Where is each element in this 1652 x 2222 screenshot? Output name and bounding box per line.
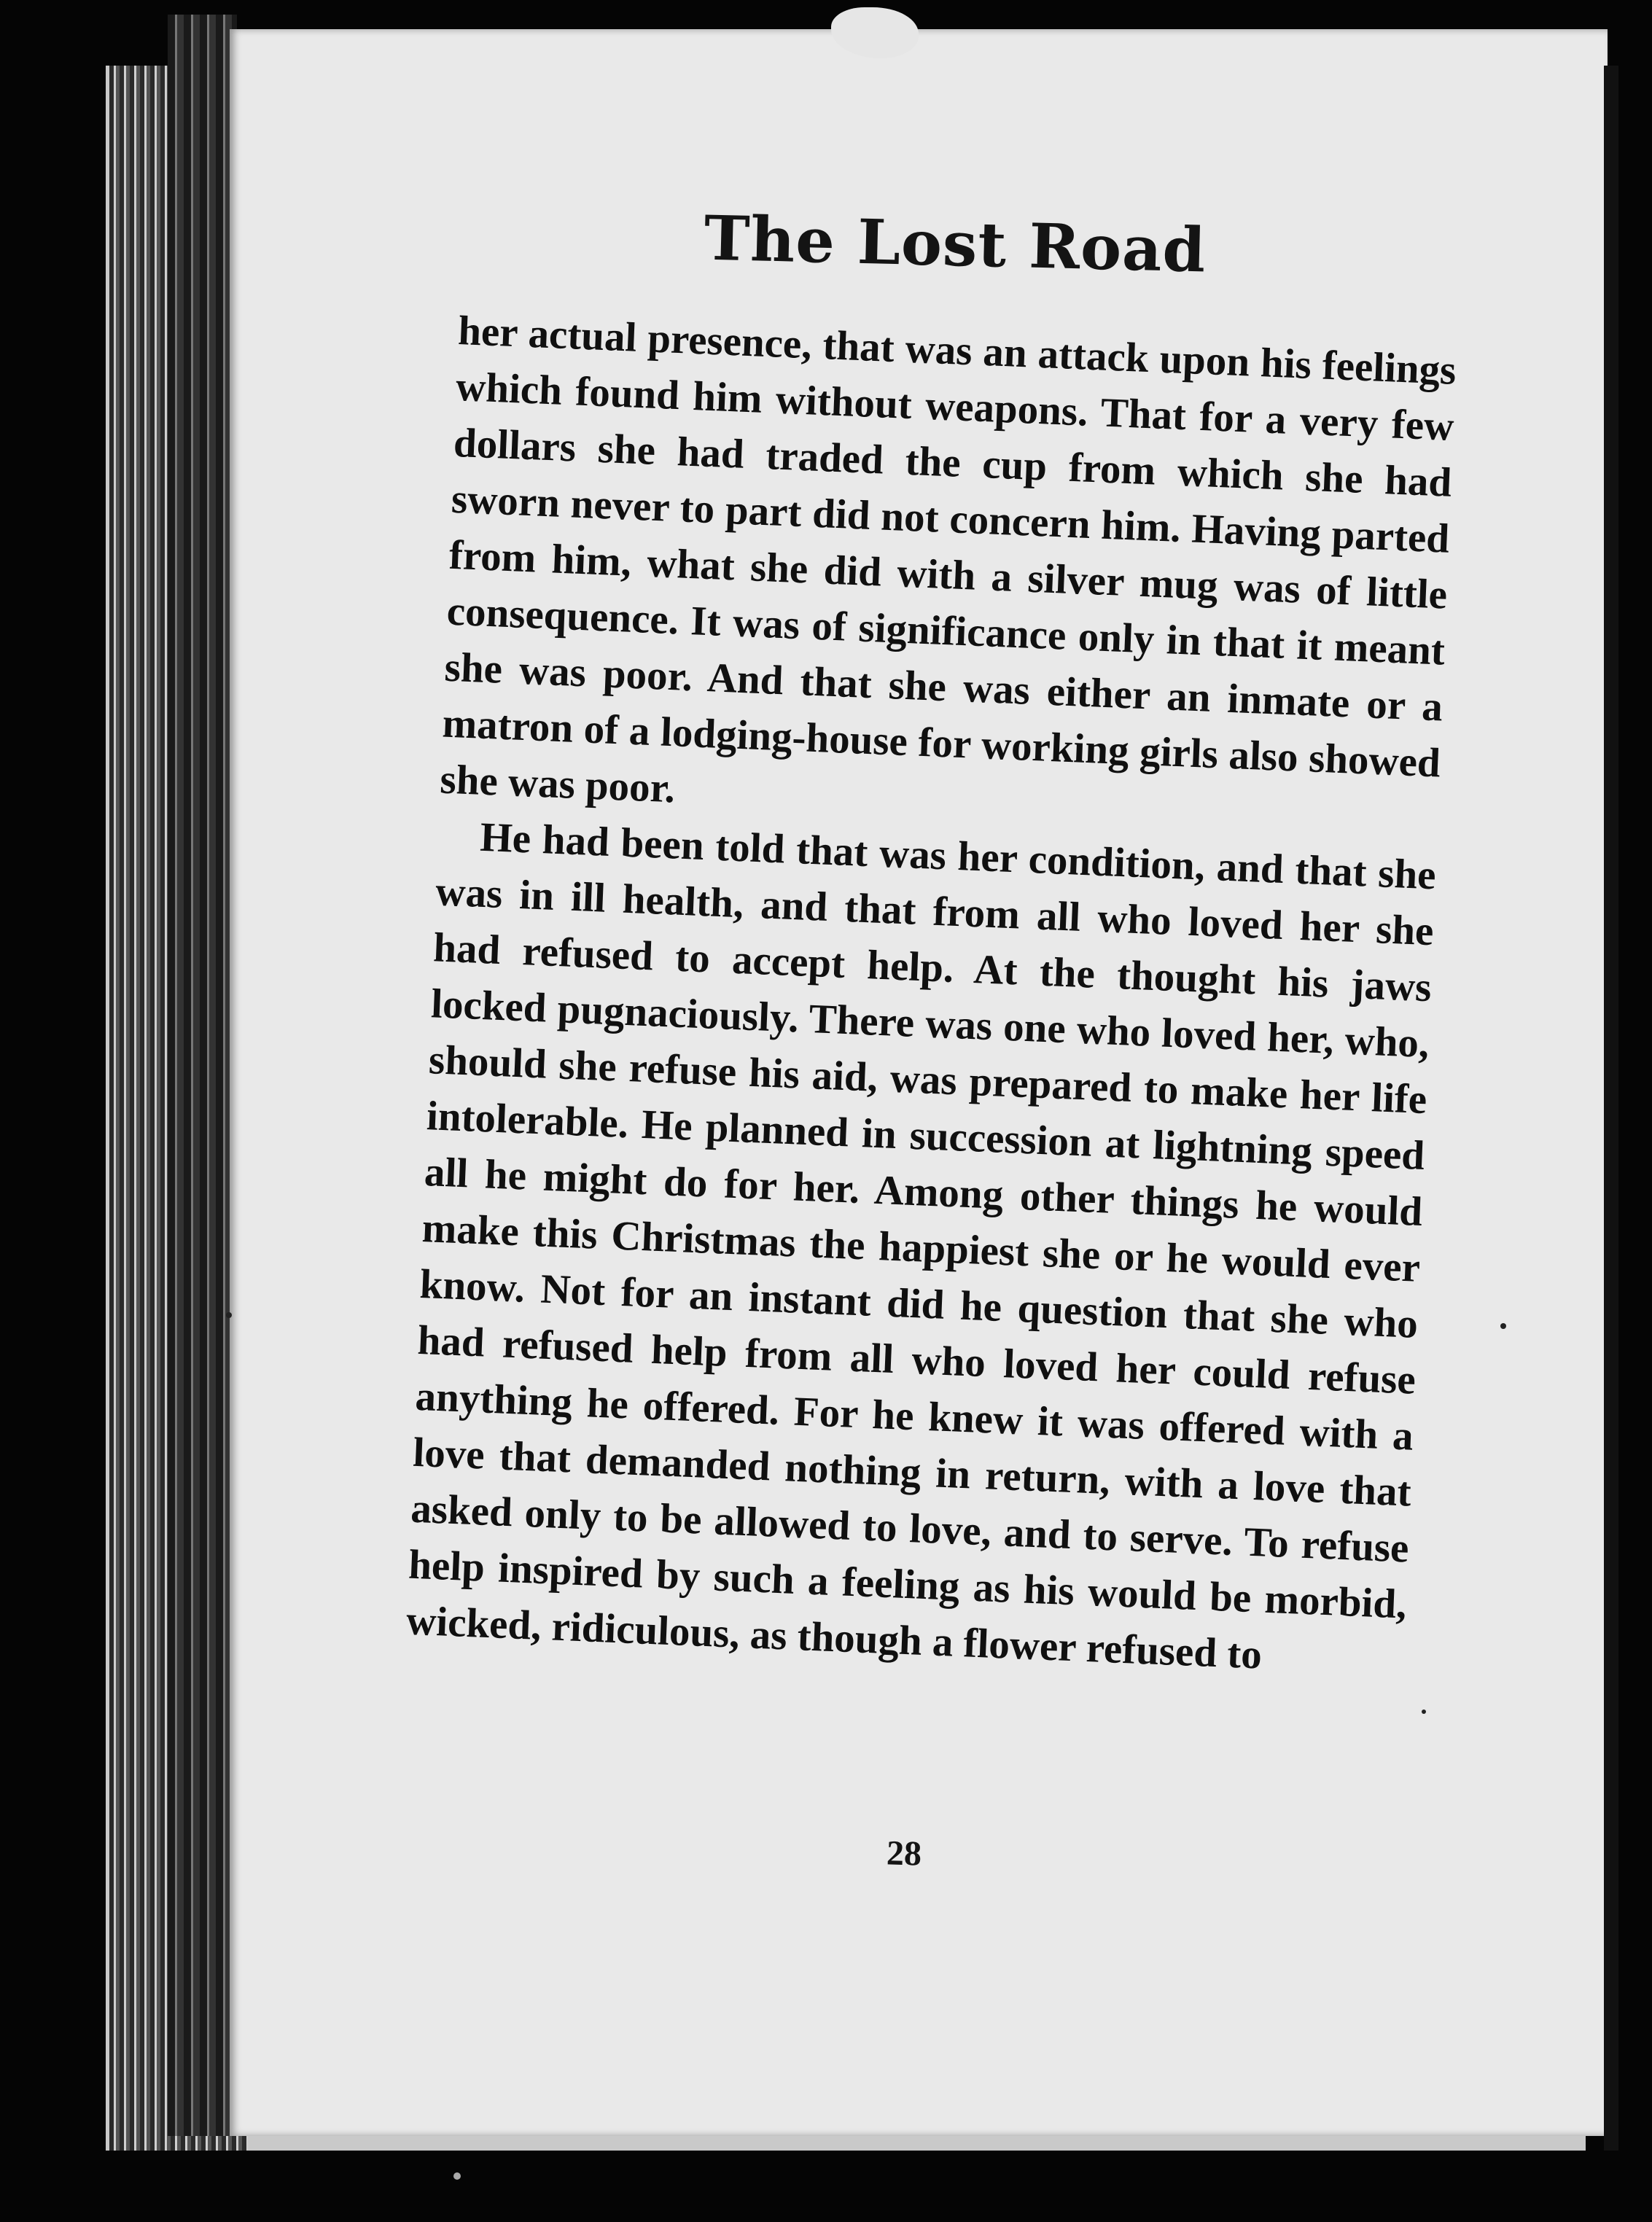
book-gutter: [168, 15, 237, 2136]
dust-speck: [226, 1312, 232, 1318]
dust-speck: [1500, 1323, 1506, 1329]
facing-page-edge: [1604, 66, 1618, 2151]
paragraph-2: He had been told that was her condition, and that she was in ill health, and that from all who loved her she had refused to accept help. At the thought his jaws locked pugnaciously. There was one who loved her, who, should she refuse his aid, was prepared to make her life intolerable. He planned in succession at lightning speed all he might do for her. Among other things he would make this Christmas the happiest she or he would ever know. Not for an instant did he question that she who had refused help from all who loved her could refuse anything he offered. For he knew it was offered with a love that demanded nothing in return, with a love that asked only to be allowed to love, and to serve. To refuse help inspired by such a feeling as his would be morbid, wicked, ridiculous, as though a flower refused to: [405, 814, 1437, 1678]
page-number: 28: [886, 1833, 922, 1874]
body-text: [405, 303, 1457, 1688]
running-head: The Lost Road: [703, 201, 1207, 286]
dust-speck: [453, 2172, 461, 2180]
dust-speck: [1422, 1710, 1426, 1714]
paragraph-1: her actual presence, that was an attack upon his feelings which found him without weapons. That for a very few dollars she had traded the cup from which she had sworn never to part did not concern him. Having parted from him, what she did with a silver mug was of little consequence. It was of significance only in that it meant she was poor. And that she was either an inmate or a matron of a lodging-house for working girls also showed she was poor.: [439, 307, 1457, 812]
